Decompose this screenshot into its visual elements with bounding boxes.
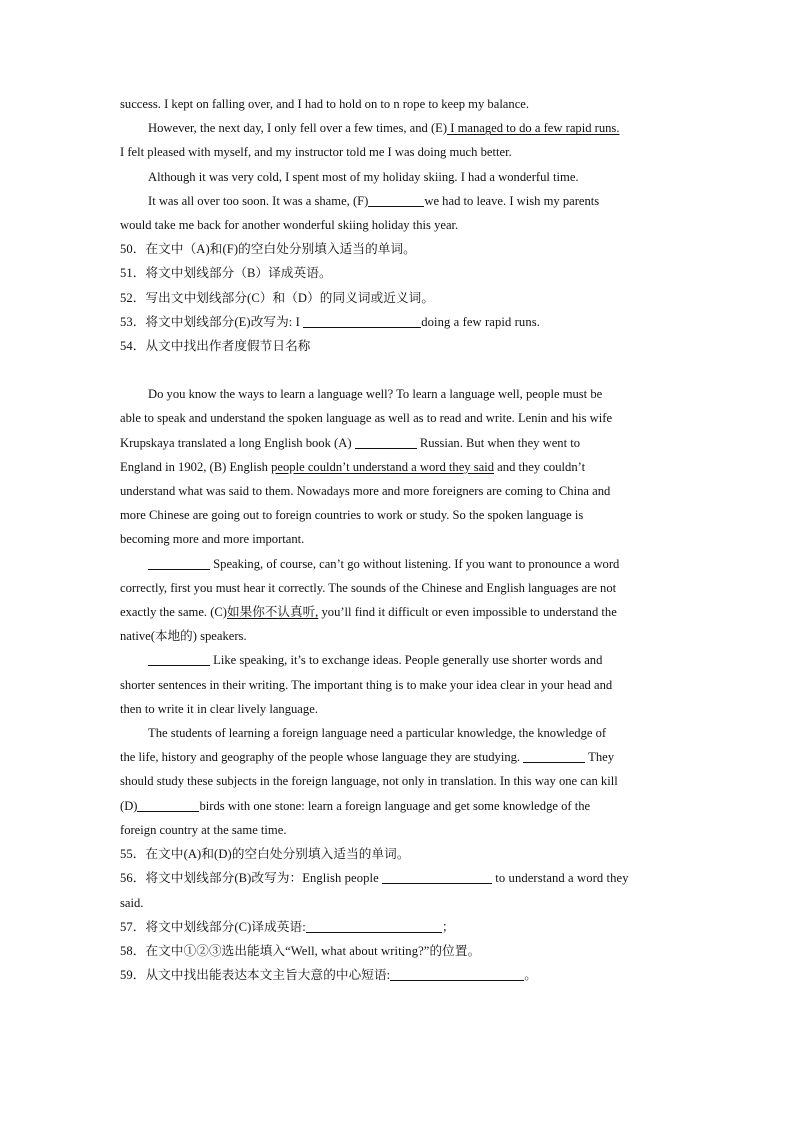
blank-2 [148, 651, 210, 666]
question-55: 55．在文中(A)和(D)的空白处分别填入适当的单词。 [120, 847, 410, 862]
question-56-text: 56．将文中划线部分(B)改写为：English people [120, 871, 383, 886]
passage2-p3-line-1-text: Like speaking, it’s to exchange ideas. People generally use shorter words and [210, 653, 603, 668]
passage2-p3-line-3: then to write it in clear lively language. [120, 701, 318, 716]
passage2-p4-line-4-rest: birds with one stone: learn a foreign language and get some knowledge of the [199, 798, 591, 813]
passage1-line-5 [120, 189, 676, 213]
question-57 [120, 915, 676, 939]
passage2-p1-line-4-text: England in 1902, (B) English [120, 459, 272, 474]
blank-a [355, 434, 417, 449]
question-56 [120, 866, 676, 890]
underlined-e: I managed to do a few rapid runs. [447, 121, 620, 136]
question-52: 52．写出文中划线部分(C）和（D）的同义词或近义词。 [120, 290, 435, 305]
passage2-p2-line-3-text: exactly the same. (C) [120, 605, 228, 620]
passage2-p1-line-4 [120, 455, 676, 479]
question-57-text: 57．将文中划线部分(C)译成英语: [120, 919, 306, 934]
question-59-text: 59．从文中找出能表达本文主旨大意的中心短语: [120, 968, 391, 983]
question-53-text: 53．将文中划线部分(E)改写为: I [120, 314, 304, 329]
passage2-p4-line-2-text: the life, history and geography of the people whose language they are studying. [120, 750, 524, 765]
question-59-rest: 。 [524, 968, 537, 983]
passage2-p1-line-6: more Chinese are going out to foreign countries to work or study. So the spoken language is [120, 508, 584, 523]
passage2-p2-line-1 [120, 552, 676, 576]
question-50: 50．在文中（A)和(F)的空白处分别填入适当的单词。 [120, 242, 416, 257]
document-page [120, 92, 676, 987]
passage2-p4-line-4 [120, 794, 676, 818]
passage1-line-3: I felt pleased with myself, and my instructor told me I was doing much better. [120, 145, 512, 160]
question-54: 54．从文中找出作者度假节日名称 [120, 339, 311, 354]
passage2-p2-line-3-rest: you’ll find it difficult or even impossible to understand the [318, 605, 617, 620]
passage2-p1-line-1: Do you know the ways to learn a language well? To learn a language well, people must be [148, 387, 603, 402]
underlined-c: 如果你不认真听, [227, 605, 319, 620]
passage1-line-2 [120, 116, 676, 140]
blank-f [368, 192, 424, 207]
question-58: 58．在文中①②③选出能填入“Well, what about writing?”的位置。 [120, 943, 481, 958]
passage1-line-5-rest: we had to leave. I wish my parents [424, 193, 600, 208]
passage1-line-2-text: However, the next day, I only fell over a few times, and (E) [148, 121, 448, 136]
passage2-p1-line-2: able to speak and understand the spoken language as well as to read and write. Lenin and his wife [120, 411, 613, 426]
passage2-p4-line-5: foreign country at the same time. [120, 822, 287, 837]
passage2-p1-line-3-rest: Russian. But when they went to [416, 435, 581, 450]
question-59 [120, 963, 676, 987]
passage2-p4-line-3: should study these subjects in the foreign language, not only in translation. In this way one can kill [120, 774, 618, 789]
passage2-p4-line-4-text: (D) [120, 798, 138, 813]
answer-blank-56 [382, 869, 492, 884]
passage2-p1-line-3-text: Krupskaya translated a long English book (A) [120, 435, 355, 450]
passage1-line-4: Although it was very cold, I spent most of my holiday skiing. I had a wonderful time. [148, 169, 579, 184]
blank-d [137, 797, 199, 812]
answer-blank-53 [303, 313, 421, 328]
passage2-p2-line-3 [120, 600, 676, 624]
question-53 [120, 310, 676, 334]
passage1-line-6: would take me back for another wonderful skiing holiday this year. [120, 218, 459, 233]
passage2-p1-line-3 [120, 431, 676, 455]
underlined-b: people couldn’t understand a word they said [271, 459, 495, 474]
question-56-rest: to understand a word they [492, 871, 629, 886]
passage2-p2-line-4: native(本地的) speakers. [120, 629, 247, 644]
passage2-p1-line-7: becoming more and more important. [120, 532, 305, 547]
passage2-p3-line-2: shorter sentences in their writing. The important thing is to make your idea clear in your head and [120, 677, 613, 692]
passage2-p4-line-2-rest: They [585, 750, 615, 765]
question-51: 51．将文中划线部分（B）译成英语。 [120, 266, 332, 281]
passage1-line-1: success. I kept on falling over, and I had to hold on to n rope to keep my balance. [120, 97, 530, 111]
passage2-p4-line-2 [120, 745, 676, 769]
blank-3 [523, 748, 585, 763]
passage2-p4-line-1: The students of learning a foreign language need a particular knowledge, the knowledge of [148, 726, 607, 741]
question-57-rest: ； [441, 919, 455, 934]
answer-blank-59 [390, 966, 524, 981]
passage2-p2-line-2: correctly, first you must hear it correctly. The sounds of the Chinese and English languages are not [120, 580, 617, 595]
question-53-rest: doing a few rapid runs. [421, 314, 540, 329]
answer-blank-57 [306, 918, 442, 933]
blank-1 [148, 555, 210, 570]
passage2-p1-line-4-rest: and they couldn’t [494, 459, 586, 474]
passage2-p2-line-1-text: Speaking, of course, can’t go without listening. If you want to pronounce a word [210, 556, 620, 571]
section-gap [120, 358, 676, 382]
passage2-p3-line-1 [120, 648, 676, 672]
passage1-line-5-text: It was all over too soon. It was a shame, (F) [148, 193, 369, 208]
passage2-p1-line-5: understand what was said to them. Nowadays more and more foreigners are coming to China and [120, 484, 611, 499]
question-56-continued: said. [120, 895, 144, 910]
